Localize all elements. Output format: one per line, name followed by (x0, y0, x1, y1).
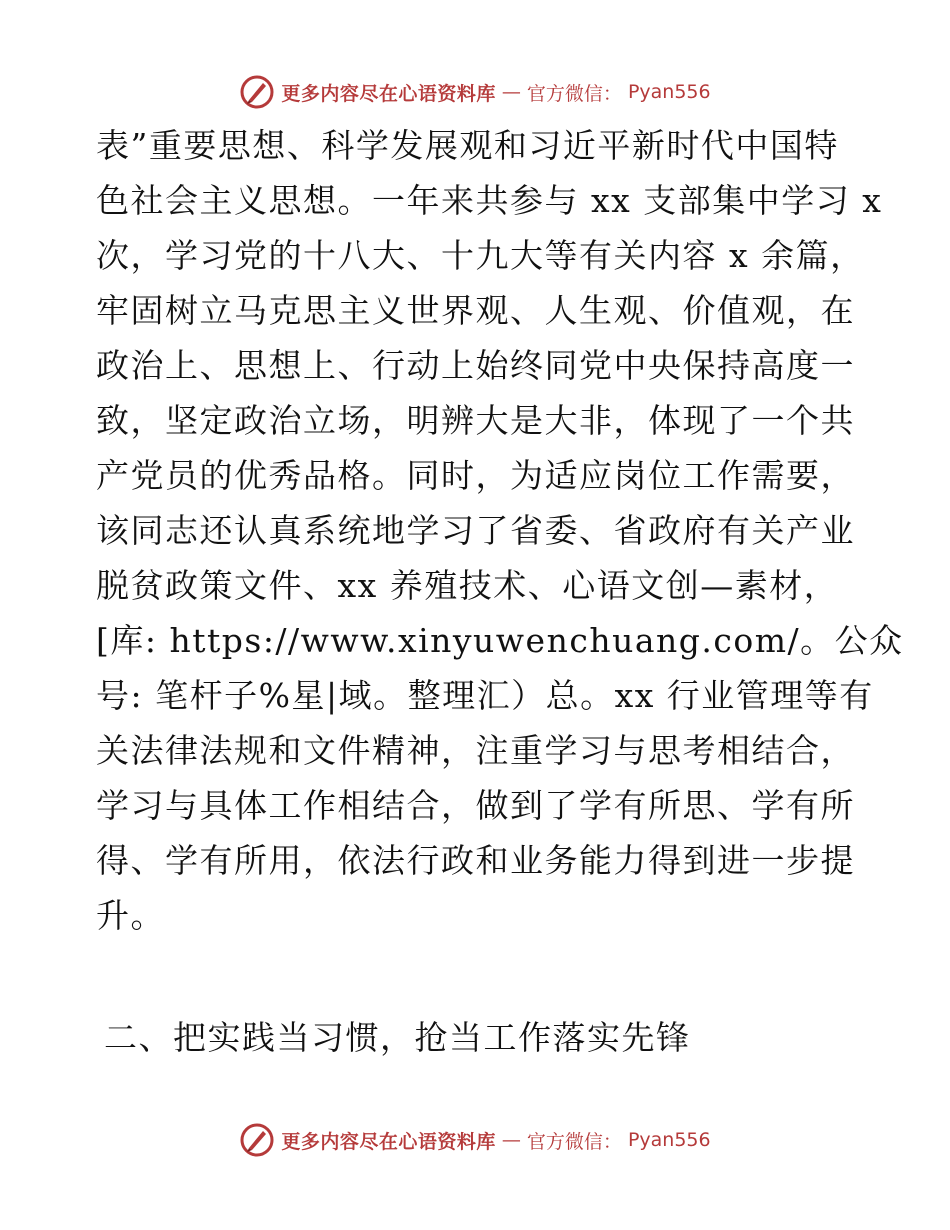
banner-wechat-id: Pyan556 (627, 1129, 711, 1151)
banner-wechat-id: Pyan556 (627, 81, 711, 103)
paragraph-line: 致，坚定政治立场，明辨大是大非，体现了一个共 (96, 401, 855, 440)
paragraph-line: 升。 (96, 896, 165, 935)
paragraph-line: 脱贫政策文件、xx 养殖技术、心语文创—素材， (96, 566, 839, 605)
paragraph-line: 色社会主义思想。一年来共参与 xx 支部集中学习 x (96, 181, 883, 220)
paragraph-line: 次，学习党的十八大、十九大等有关内容 x 余篇， (96, 236, 865, 275)
banner-separator: — (501, 81, 521, 103)
paragraph-line: 学习与具体工作相结合，做到了学有所思、学有所 (96, 786, 855, 825)
footer-banner (0, 1120, 950, 1160)
paragraph-line: 政治上、思想上、行动上始终同党中央保持高度一 (96, 346, 855, 385)
banner-separator: — (501, 1129, 521, 1151)
banner-wechat-label: 官方微信： (526, 1130, 622, 1153)
body-paragraph (96, 118, 904, 943)
paragraph-line: [库: https://www.xinyuwenchuang.com/。公众 (96, 621, 904, 660)
paragraph-line: 表”重要思想、科学发展观和习近平新时代中国特 (96, 126, 839, 165)
quill-logo-icon (239, 1122, 275, 1158)
paragraph-line: 得、学有所用，依法行政和业务能力得到进一步提 (96, 841, 855, 880)
banner-title: 更多内容尽在心语资料库 (281, 1130, 496, 1153)
paragraph-line: 该同志还认真系统地学习了省委、省政府有关产业 (96, 511, 855, 550)
header-banner (0, 72, 950, 112)
paragraph-line: 号: 笔杆子%星|域。整理汇）总。xx 行业管理等有 (96, 676, 874, 715)
banner-title: 更多内容尽在心语资料库 (281, 82, 496, 105)
section-heading: 二、把实践当习惯，抢当工作落实先锋 (104, 1018, 691, 1057)
paragraph-line: 牢固树立马克思主义世界观、人生观、价值观，在 (96, 291, 855, 330)
banner-wechat-label: 官方微信： (526, 82, 622, 105)
quill-logo-icon (239, 74, 275, 110)
paragraph-line: 关法律法规和文件精神，注重学习与思考相结合， (96, 731, 855, 770)
paragraph-line: 产党员的优秀品格。同时，为适应岗位工作需要， (96, 456, 855, 495)
